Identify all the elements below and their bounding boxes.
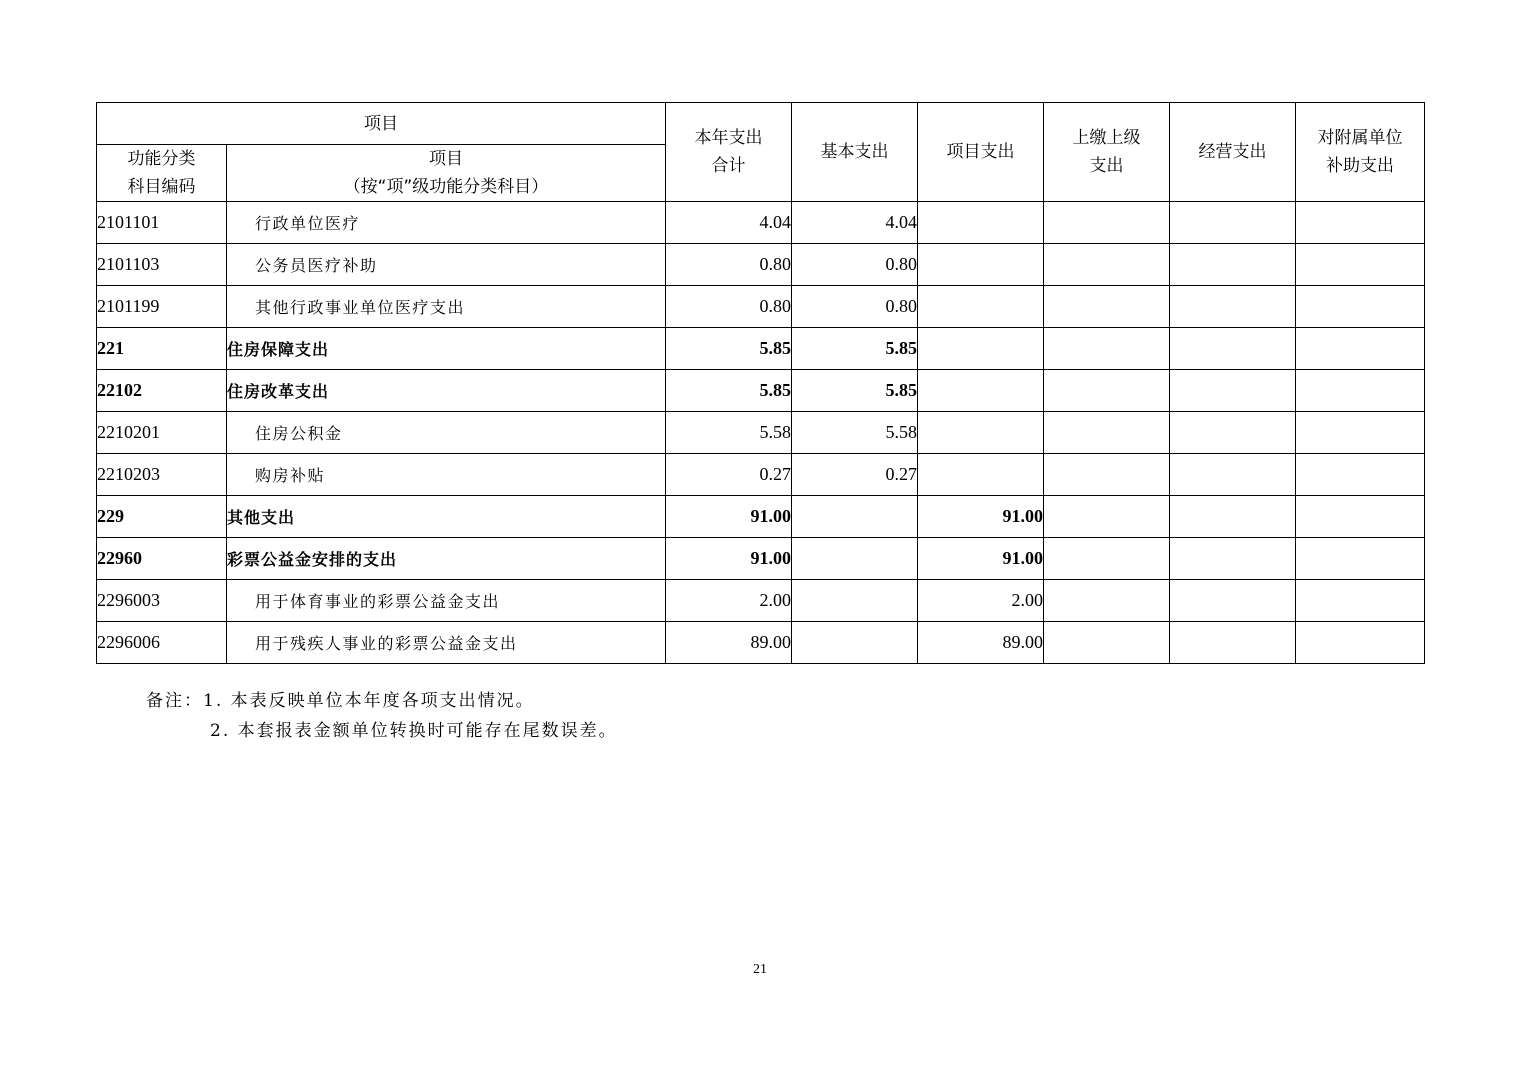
row-code: 229 [97, 496, 227, 538]
row-upper [1044, 202, 1170, 244]
row-subsidiary [1296, 580, 1425, 622]
row-upper [1044, 622, 1170, 664]
row-name: 行政单位医疗 [227, 202, 666, 244]
row-name: 公务员医疗补助 [227, 244, 666, 286]
table-row [97, 580, 1425, 622]
row-subsidiary [1296, 328, 1425, 370]
header-subsidiary-line1: 对附属单位 [1317, 128, 1403, 148]
row-code: 2210203 [97, 454, 227, 496]
row-project [918, 412, 1044, 454]
table-row [97, 286, 1425, 328]
row-subsidiary [1296, 202, 1425, 244]
row-code: 2296003 [97, 580, 227, 622]
header-code-line2: 科目编码 [127, 177, 196, 197]
header-total [666, 103, 792, 202]
row-name: 其他行政事业单位医疗支出 [227, 286, 666, 328]
row-subsidiary [1296, 286, 1425, 328]
row-total: 4.04 [666, 202, 792, 244]
row-code: 2101103 [97, 244, 227, 286]
row-name: 彩票公益金安排的支出 [227, 538, 666, 580]
table-row [97, 328, 1425, 370]
header-upper-line2: 支出 [1089, 156, 1124, 176]
row-project [918, 370, 1044, 412]
table-row [97, 412, 1425, 454]
row-operating [1170, 244, 1296, 286]
row-basic: 0.80 [792, 244, 918, 286]
header-total-line1: 本年支出 [694, 128, 763, 148]
row-project [918, 202, 1044, 244]
row-total: 0.80 [666, 244, 792, 286]
row-project: 91.00 [918, 496, 1044, 538]
row-total: 5.85 [666, 370, 792, 412]
row-subsidiary [1296, 370, 1425, 412]
row-name: 住房公积金 [227, 412, 666, 454]
row-code: 2210201 [97, 412, 227, 454]
row-name: 住房改革支出 [227, 370, 666, 412]
row-name: 购房补贴 [227, 454, 666, 496]
header-project: 项目 [97, 103, 666, 145]
table-row [97, 622, 1425, 664]
row-operating [1170, 580, 1296, 622]
table-row [97, 202, 1425, 244]
row-project [918, 454, 1044, 496]
row-operating [1170, 496, 1296, 538]
row-operating [1170, 622, 1296, 664]
table-row [97, 370, 1425, 412]
row-operating [1170, 202, 1296, 244]
row-upper [1044, 496, 1170, 538]
table-row [97, 454, 1425, 496]
row-basic [792, 496, 918, 538]
row-upper [1044, 286, 1170, 328]
row-basic: 0.80 [792, 286, 918, 328]
row-subsidiary [1296, 496, 1425, 538]
header-code [97, 145, 227, 202]
header-subsidiary-line2: 补助支出 [1326, 156, 1394, 176]
row-subsidiary [1296, 244, 1425, 286]
row-operating [1170, 286, 1296, 328]
row-project: 89.00 [918, 622, 1044, 664]
header-name [227, 145, 666, 202]
header-operating: 经营支出 [1170, 103, 1296, 202]
row-total: 91.00 [666, 496, 792, 538]
row-upper [1044, 538, 1170, 580]
table-row [97, 244, 1425, 286]
header-total-line2: 合计 [711, 156, 746, 176]
row-name: 用于残疾人事业的彩票公益金支出 [227, 622, 666, 664]
row-basic [792, 580, 918, 622]
table-notes [146, 686, 618, 746]
row-name: 用于体育事业的彩票公益金支出 [227, 580, 666, 622]
row-subsidiary [1296, 538, 1425, 580]
row-basic: 5.85 [792, 370, 918, 412]
header-basic: 基本支出 [792, 103, 918, 202]
table-row [97, 496, 1425, 538]
row-total: 0.27 [666, 454, 792, 496]
header-project-expenditure: 项目支出 [918, 103, 1044, 202]
row-basic: 5.85 [792, 328, 918, 370]
header-code-line1: 功能分类 [127, 149, 196, 169]
row-code: 2101101 [97, 202, 227, 244]
header-name-line2: （按“项”级功能分类科目） [343, 177, 549, 197]
row-basic [792, 538, 918, 580]
row-total: 89.00 [666, 622, 792, 664]
row-operating [1170, 454, 1296, 496]
row-project [918, 286, 1044, 328]
row-basic [792, 622, 918, 664]
row-total: 2.00 [666, 580, 792, 622]
row-upper [1044, 328, 1170, 370]
row-total: 91.00 [666, 538, 792, 580]
row-code: 221 [97, 328, 227, 370]
row-total: 0.80 [666, 286, 792, 328]
row-upper [1044, 580, 1170, 622]
row-name: 住房保障支出 [227, 328, 666, 370]
row-operating [1170, 370, 1296, 412]
row-code: 2101199 [97, 286, 227, 328]
expenditure-table [96, 102, 1425, 664]
row-operating [1170, 538, 1296, 580]
row-basic: 5.58 [792, 412, 918, 454]
row-project: 91.00 [918, 538, 1044, 580]
row-operating [1170, 412, 1296, 454]
row-basic: 0.27 [792, 454, 918, 496]
row-total: 5.58 [666, 412, 792, 454]
row-project [918, 244, 1044, 286]
note-line-1: 备注：1. 本表反映单位本年度各项支出情况。 [146, 691, 535, 711]
row-total: 5.85 [666, 328, 792, 370]
page-number: 21 [753, 962, 767, 977]
row-subsidiary [1296, 454, 1425, 496]
row-basic: 4.04 [792, 202, 918, 244]
row-upper [1044, 244, 1170, 286]
row-operating [1170, 328, 1296, 370]
row-name: 其他支出 [227, 496, 666, 538]
row-subsidiary [1296, 622, 1425, 664]
table-row [97, 538, 1425, 580]
row-code: 22960 [97, 538, 227, 580]
row-upper [1044, 370, 1170, 412]
row-project: 2.00 [918, 580, 1044, 622]
note-line-2: 2. 本套报表金额单位转换时可能存在尾数误差。 [210, 721, 618, 741]
row-upper [1044, 454, 1170, 496]
header-upper-line1: 上缴上级 [1072, 128, 1141, 148]
row-subsidiary [1296, 412, 1425, 454]
row-project [918, 328, 1044, 370]
header-upper-level [1044, 103, 1170, 202]
row-code: 2296006 [97, 622, 227, 664]
header-subsidiary [1296, 103, 1425, 202]
header-name-line1: 项目 [429, 149, 463, 169]
row-upper [1044, 412, 1170, 454]
row-code: 22102 [97, 370, 227, 412]
